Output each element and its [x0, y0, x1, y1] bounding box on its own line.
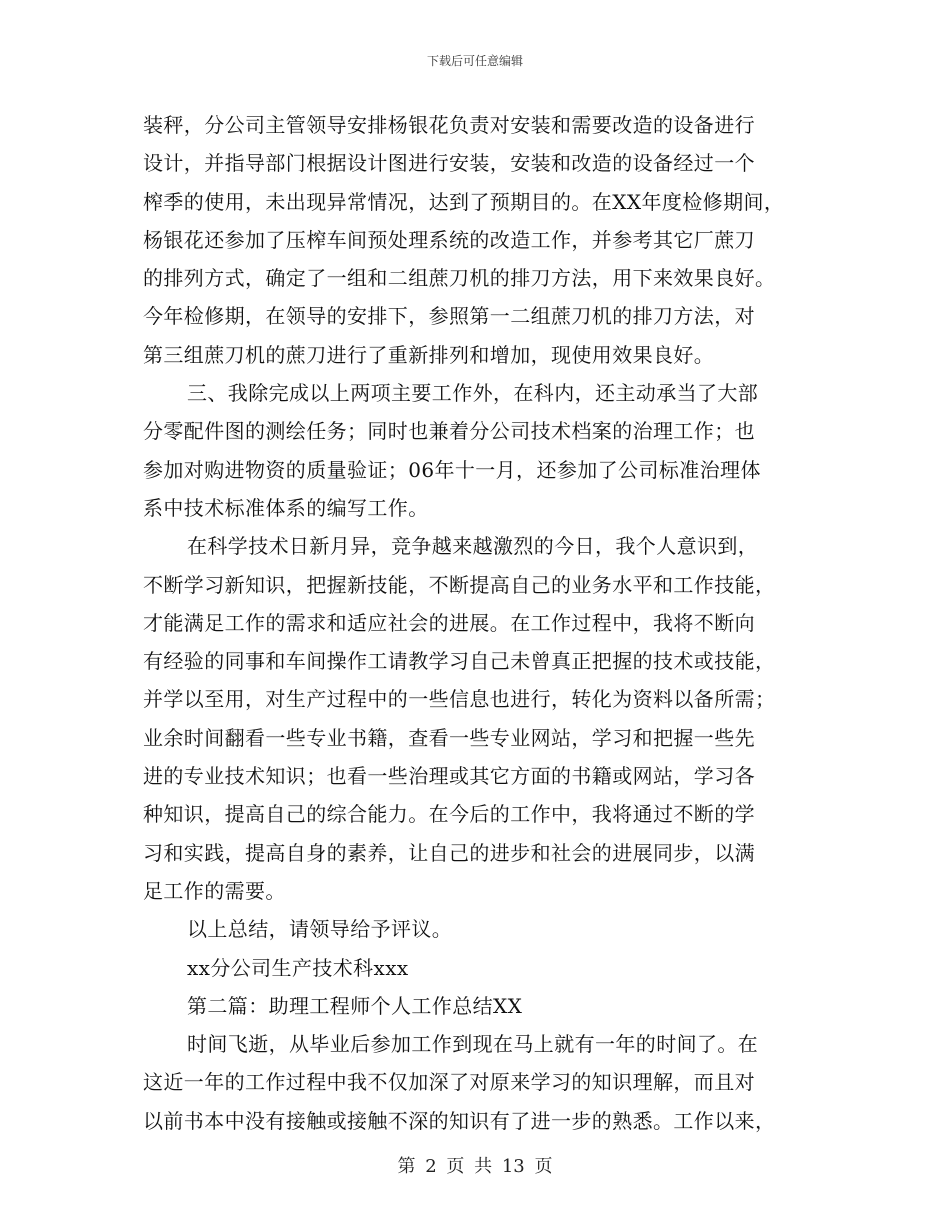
text-line: 参加对购进物资的质量验证；06年十一月，还参加了公司标准治理体 [143, 457, 761, 482]
text-line: 以前书本中没有接触或接触不深的知识有了进一步的熟悉。工作以来， [143, 1108, 776, 1133]
text-line: 今年检修期，在领导的安排下，参照第一二组蔗刀机的排刀方法，对 [143, 304, 755, 329]
text-line: 设计，并指导部门根据设计图进行安装，安装和改造的设备经过一个 [143, 151, 755, 176]
text-line: 有经验的同事和车间操作工请教学习自己未曾真正把握的技术或技能， [143, 649, 776, 674]
text-line: 不断学习新知识，把握新技能，不断提高自己的业务水平和工作技能， [143, 572, 776, 597]
text-line: 以上总结，请领导给予评议。 [187, 917, 453, 942]
text-line: 业余时间翻看一些专业书籍，查看一些专业网站，学习和把握一些先 [143, 725, 755, 750]
text-line: 分零配件图的测绘任务；同时也兼着分公司技术档案的治理工作；也 [143, 419, 755, 444]
text-line: 榨季的使用，未出现异常情况，达到了预期目的。在XX年度检修期间， [143, 189, 785, 214]
page-header: 下载后可任意编辑 [426, 54, 523, 68]
page-footer: 第 2 页 共 13 页 [397, 1156, 553, 1177]
text-line: 在科学技术日新月异，竞争越来越激烈的今日，我个人意识到， [187, 534, 759, 559]
text-line: 种知识，提高自己的综合能力。在今后的工作中，我将通过不断的学 [143, 802, 755, 827]
text-line: 足工作的需要。 [143, 878, 286, 903]
body-text [143, 106, 823, 1140]
text-line: 习和实践，提高自身的素养，让自己的进步和社会的进展同步，以满 [143, 840, 755, 865]
text-line: 系中技术标准体系的编写工作。 [143, 495, 429, 520]
text-line: 第三组蔗刀机的蔗刀进行了重新排列和增加，现使用效果良好。 [143, 342, 715, 367]
text-line: 的排列方式，确定了一组和二组蔗刀机的排刀方法，用下来效果良好。 [143, 266, 776, 291]
text-line: 并学以至用，对生产过程中的一些信息也进行，转化为资料以备所需； [143, 687, 776, 712]
text-line: 才能满足工作的需求和适应社会的进展。在工作过程中，我将不断向 [143, 610, 755, 635]
text-line: 时间飞逝，从毕业后参加工作到现在马上就有一年的时间了。在 [187, 1032, 759, 1057]
text-line: 装秤，分公司主管领导安排杨银花负责对安装和需要改造的设备进行 [143, 113, 755, 137]
text-line: 进的专业技术知识；也看一些治理或其它方面的书籍或网站，学习各 [143, 764, 755, 789]
text-line: 这近一年的工作过程中我不仅加深了对原来学习的知识理解，而且对 [143, 1070, 755, 1095]
text-line: 三、我除完成以上两项主要工作外，在科内，还主动承当了大部 [187, 381, 759, 406]
text-line: 杨银花还参加了压榨车间预处理系统的改造工作，并参考其它厂蔗刀 [143, 227, 755, 252]
text-line: 第二篇：助理工程师个人工作总结XX [187, 993, 523, 1018]
text-line: xx分公司生产技术科xxx [187, 955, 409, 980]
